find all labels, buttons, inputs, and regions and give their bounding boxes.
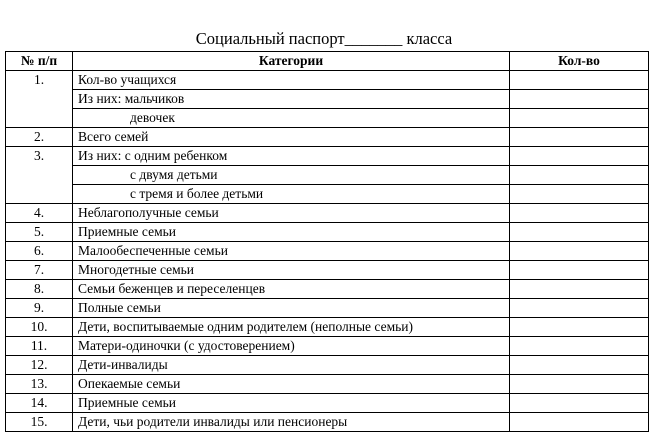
row-number: 14.: [6, 394, 73, 413]
row-number: 5.: [6, 223, 73, 242]
table-row: [6, 375, 649, 394]
category-cell: Опекаемые семьи: [73, 375, 510, 394]
category-cell: Приемные семьи: [73, 223, 510, 242]
quantity-cell[interactable]: [510, 204, 649, 223]
table-row: [6, 318, 649, 337]
row-number: 9.: [6, 299, 73, 318]
document-title: Социальный паспорт_______ класса: [195, 29, 453, 48]
category-cell: Из них: мальчиков: [73, 90, 510, 109]
quantity-cell[interactable]: [510, 71, 649, 90]
table-row: [6, 280, 649, 299]
quantity-cell[interactable]: [510, 109, 649, 128]
quantity-cell[interactable]: [510, 337, 649, 356]
row-number: 2.: [6, 128, 73, 147]
category-cell: Кол-во учащихся: [73, 71, 510, 90]
quantity-cell[interactable]: [510, 90, 649, 109]
row-number: 12.: [6, 356, 73, 375]
table-row: [6, 299, 649, 318]
category-cell: Дети, воспитываемые одним родителем (неполные семьи): [73, 318, 510, 337]
category-cell: девочек: [73, 109, 510, 128]
quantity-cell[interactable]: [510, 413, 649, 432]
quantity-cell[interactable]: [510, 242, 649, 261]
category-cell: Неблагополучные семьи: [73, 204, 510, 223]
table-row: [6, 413, 649, 432]
table-row: [6, 109, 649, 128]
column-header-number: № п/п: [6, 52, 73, 71]
quantity-cell[interactable]: [510, 223, 649, 242]
category-cell: с тремя и более детьми: [73, 185, 510, 204]
table-header-row: [6, 52, 649, 71]
table-row: [6, 204, 649, 223]
row-number: 3.: [6, 147, 73, 204]
table-row: [6, 223, 649, 242]
row-number: 10.: [6, 318, 73, 337]
quantity-cell[interactable]: [510, 394, 649, 413]
quantity-cell[interactable]: [510, 166, 649, 185]
row-number: 13.: [6, 375, 73, 394]
row-number: 1.: [6, 71, 73, 128]
category-cell: Дети, чьи родители инвалиды или пенсионеры: [73, 413, 510, 432]
column-header-category: Категории: [73, 52, 510, 71]
row-number: 4.: [6, 204, 73, 223]
quantity-cell[interactable]: [510, 261, 649, 280]
table-row: [6, 71, 649, 90]
table-row: [6, 337, 649, 356]
category-cell: Дети-инвалиды: [73, 356, 510, 375]
category-cell: Всего семей: [73, 128, 510, 147]
category-cell: Матери-одиночки (с удостоверением): [73, 337, 510, 356]
quantity-cell[interactable]: [510, 356, 649, 375]
quantity-cell[interactable]: [510, 280, 649, 299]
category-cell: Полные семьи: [73, 299, 510, 318]
table-row: [6, 356, 649, 375]
row-number: 8.: [6, 280, 73, 299]
table-row: [6, 261, 649, 280]
quantity-cell[interactable]: [510, 299, 649, 318]
quantity-cell[interactable]: [510, 147, 649, 166]
row-number: 15.: [6, 413, 73, 432]
row-number: 11.: [6, 337, 73, 356]
category-cell: Из них: с одним ребенком: [73, 147, 510, 166]
table-row: [6, 147, 649, 166]
social-passport-table: [5, 51, 649, 432]
category-cell: с двумя детьми: [73, 166, 510, 185]
quantity-cell[interactable]: [510, 128, 649, 147]
table-row: [6, 128, 649, 147]
quantity-cell[interactable]: [510, 375, 649, 394]
category-cell: Семьи беженцев и переселенцев: [73, 280, 510, 299]
table-row: [6, 242, 649, 261]
table-row: [6, 185, 649, 204]
category-cell: Многодетные семьи: [73, 261, 510, 280]
quantity-cell[interactable]: [510, 318, 649, 337]
row-number: 6.: [6, 242, 73, 261]
table-row: [6, 394, 649, 413]
table-body: [6, 71, 649, 432]
column-header-quantity: Кол-во: [510, 52, 649, 71]
category-cell: Малообеспеченные семьи: [73, 242, 510, 261]
row-number: 7.: [6, 261, 73, 280]
quantity-cell[interactable]: [510, 185, 649, 204]
table-row: [6, 90, 649, 109]
category-cell: Приемные семьи: [73, 394, 510, 413]
table-row: [6, 166, 649, 185]
